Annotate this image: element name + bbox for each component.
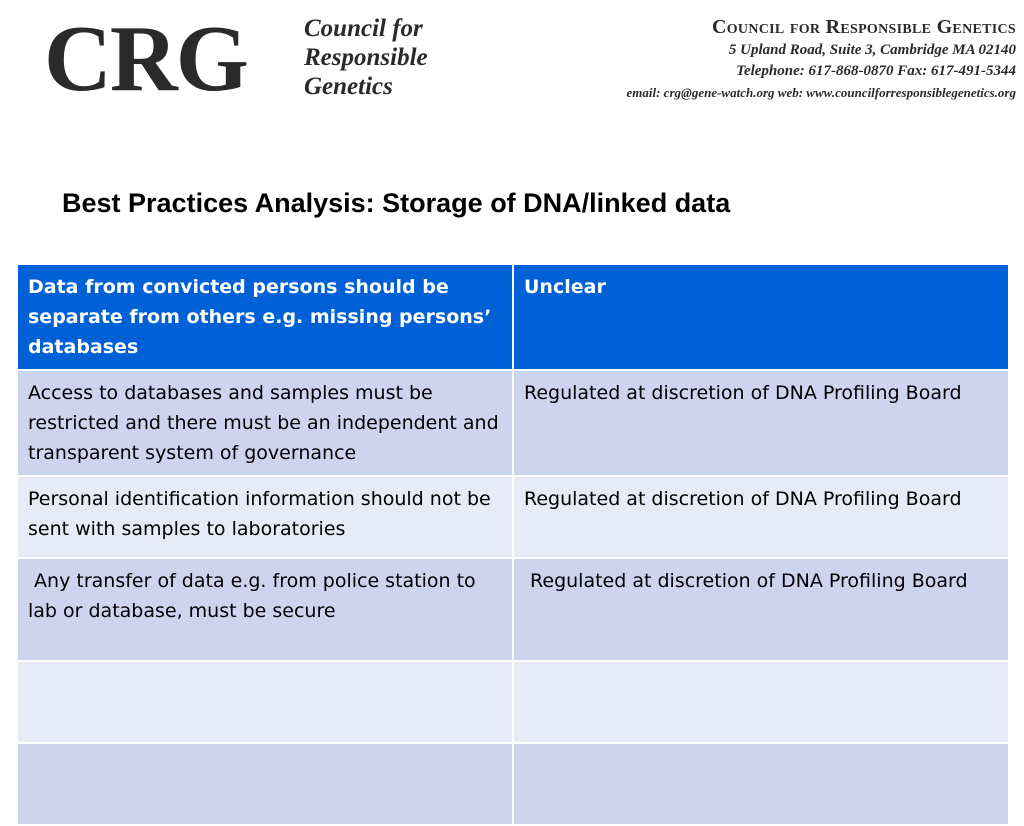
table-cell xyxy=(513,743,1009,825)
table-cell: Any transfer of data e.g. from police station to lab or database, must be secure xyxy=(17,558,513,661)
crg-logo-name xyxy=(304,14,428,101)
contact-address: 5 Upland Road, Suite 3, Cambridge MA 02140 xyxy=(728,42,1016,58)
crg-logo-mark: CRG xyxy=(44,7,247,111)
table-cell: Access to databases and samples must be restricted and there must be an independent and transparent system of governance xyxy=(17,370,513,476)
contact-org-name: Council for Responsible Genetics xyxy=(712,16,1016,38)
table-row xyxy=(17,370,1009,476)
practices-table xyxy=(16,263,1010,826)
table-cell: Regulated at discretion of DNA Profiling Board xyxy=(513,476,1009,558)
contact-email-web: email: crg@gene-watch.org web: www.councilforresponsiblegenetics.org xyxy=(626,85,1016,100)
table-cell: Personal identification information should not be sent with samples to laboratories xyxy=(17,476,513,558)
logo-name-line: Responsible xyxy=(304,44,428,71)
logo-name-line: Genetics xyxy=(304,73,393,100)
table-row xyxy=(17,743,1009,825)
table-cell: Regulated at discretion of DNA Profiling Board xyxy=(513,370,1009,476)
table-row xyxy=(17,476,1009,558)
table-header-cell: Unclear xyxy=(513,264,1009,370)
logo-name-line: Council for xyxy=(304,15,423,42)
table-header-row xyxy=(17,264,1009,370)
table-row xyxy=(17,661,1009,743)
contact-phone-fax: Telephone: 617-868-0870 Fax: 617-491-5344 xyxy=(736,63,1016,79)
slide-title: Best Practices Analysis: Storage of DNA/linked data xyxy=(62,188,731,218)
table-cell xyxy=(17,661,513,743)
table-header-cell: Data from convicted persons should be separate from others e.g. missing persons’ databases xyxy=(17,264,513,370)
table-cell: Regulated at discretion of DNA Profiling Board xyxy=(513,558,1009,661)
table-row xyxy=(17,558,1009,661)
table-cell xyxy=(17,743,513,825)
contact-block xyxy=(627,14,1017,103)
table-cell xyxy=(513,661,1009,743)
